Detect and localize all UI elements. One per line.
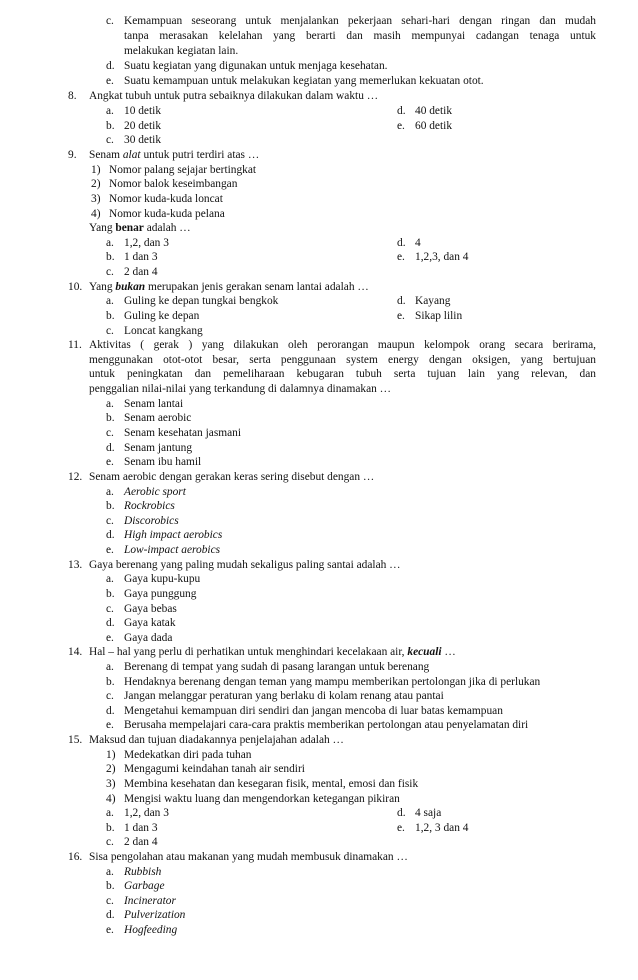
option-text: Pulverization [124, 909, 186, 921]
option-label: c. [106, 690, 114, 702]
option-text: Aerobic sport [124, 486, 186, 498]
option-label: d. [397, 105, 406, 117]
option-label: b. [106, 822, 115, 834]
option-label: d. [397, 807, 406, 819]
option-text: Jangan melanggar peraturan yang berlaku di kolam renang atau pantai [124, 690, 444, 702]
question-number: 15. [68, 734, 83, 746]
option-text: Incinerator [124, 895, 176, 907]
statement-label: 3) [91, 193, 101, 205]
option-label: c. [106, 15, 114, 27]
question-text: Yang bukan merupakan jenis gerakan senam lantai adalah … [89, 281, 369, 293]
option-label: c. [106, 603, 114, 615]
option-label: e. [397, 120, 405, 132]
option-text: Senam aerobic [124, 412, 192, 424]
option-text: tanpa merasakan kelelahan yang berarti dan masih mempunyai cadangan tenaga untuk [124, 30, 596, 42]
option-text: 20 detik [124, 120, 162, 132]
question-text: Hal – hal yang perlu di perhatikan untuk menghindari kecelakaan air, kecuali … [89, 646, 456, 658]
option-label: e. [106, 456, 114, 468]
question-text: Gaya berenang yang paling mudah sekaligus paling santai adalah … [89, 559, 401, 571]
question-text: untuk peningkatan dan pemeliharaan kebugaran tubuh serta tujuan lain yang relevan, dan [89, 368, 596, 380]
option-label: a. [106, 661, 114, 673]
option-text: Mengetahui kemampuan diri sendiri dan jangan mencoba di luar batas kemampuan [124, 705, 503, 717]
option-text: Garbage [124, 880, 165, 892]
question-number: 16. [68, 851, 83, 863]
option-label: e. [106, 719, 114, 731]
option-label: d. [106, 617, 115, 629]
option-text: High impact aerobics [124, 529, 223, 541]
option-text: Kemampuan seseorang untuk menjalankan pekerjaan sehari-hari dengan ringan dan mudah [124, 15, 596, 27]
question-number: 14. [68, 646, 83, 658]
option-text: 1,2, 3 dan 4 [415, 822, 469, 834]
option-label: e. [106, 544, 114, 556]
option-text: Kayang [415, 295, 451, 307]
option-text: 1,2,3, dan 4 [415, 251, 469, 263]
emphasis: alat [122, 149, 141, 161]
option-text: 1 dan 3 [124, 822, 158, 834]
option-label: d. [106, 909, 115, 921]
option-text: Berusaha mempelajari cara-cara praktis memberikan pertolongan atau penyelamatan diri [124, 719, 529, 731]
question-prompt: Yang benar adalah … [89, 222, 191, 234]
option-label: a. [106, 295, 114, 307]
option-text: 2 dan 4 [124, 266, 158, 278]
option-label: a. [106, 807, 114, 819]
option-text: Rubbish [124, 866, 162, 878]
option-text: Guling ke depan [124, 310, 200, 322]
option-text: Senam jantung [124, 442, 193, 454]
statement-text: Nomor kuda-kuda pelana [109, 208, 225, 220]
option-label: a. [106, 105, 114, 117]
option-text: 1,2, dan 3 [124, 237, 169, 249]
option-label: c. [106, 325, 114, 337]
option-text: Guling ke depan tungkai bengkok [124, 295, 279, 307]
option-text: Gaya bebas [124, 603, 177, 615]
option-text: 10 detik [124, 105, 162, 117]
question-text: Maksud dan tujuan diadakannya penjelajahan adalah … [89, 734, 344, 746]
option-label: a. [106, 237, 114, 249]
emphasis: bukan [115, 281, 146, 293]
option-label: d. [397, 295, 406, 307]
option-label: a. [106, 866, 114, 878]
option-text: Suatu kegiatan yang digunakan untuk menjaga kesehatan. [124, 60, 388, 72]
emphasis: benar [115, 222, 144, 234]
option-label: b. [106, 676, 115, 688]
option-text: 60 detik [415, 120, 453, 132]
option-label: e. [106, 632, 114, 644]
statement-text: Medekatkan diri pada tuhan [124, 749, 252, 761]
question-number: 9. [68, 149, 77, 161]
option-label: d. [106, 60, 115, 72]
question-text: Senam aerobic dengan gerakan keras sering disebut dengan … [89, 471, 375, 483]
option-text: 30 detik [124, 134, 162, 146]
option-label: e. [397, 310, 405, 322]
question-number: 12. [68, 471, 83, 483]
option-text: 1 dan 3 [124, 251, 158, 263]
option-label: c. [106, 895, 114, 907]
option-label: e. [106, 75, 114, 87]
statement-text: Nomor kuda-kuda loncat [109, 193, 223, 205]
statement-text: Mengagumi keindahan tanah air sendiri [124, 763, 305, 775]
option-text: Discorobics [124, 515, 179, 527]
question-text: menggunakan otot-otot besar, serta penggunaan system energy dengan oksigen, yang bertujuan [89, 354, 596, 366]
option-label: b. [106, 880, 115, 892]
statement-label: 3) [106, 778, 116, 790]
question-text: Angkat tubuh untuk putra sebaiknya dilakukan dalam waktu … [89, 90, 379, 102]
option-text: 4 [415, 237, 421, 249]
option-text: Rockrobics [124, 500, 175, 512]
question-text: Senam alat untuk putri terdiri atas … [89, 149, 260, 161]
statement-label: 1) [106, 749, 116, 761]
option-text: Senam lantai [124, 398, 184, 410]
question-text: penggalian nilai-nilai yang terkandung di dalamnya dinamakan … [89, 383, 392, 395]
statement-text: Nomor balok keseimbangan [109, 178, 238, 190]
option-text: Gaya kupu-kupu [124, 573, 201, 585]
option-text: Gaya katak [124, 617, 176, 629]
option-text: Sikap lilin [415, 310, 463, 322]
option-label: e. [106, 924, 114, 936]
option-label: b. [106, 412, 115, 424]
question-number: 8. [68, 90, 77, 102]
question-number: 11. [68, 339, 82, 351]
option-text: melakukan kegiatan lain. [124, 45, 239, 57]
option-text: Gaya dada [124, 632, 173, 644]
statement-text: Membina kesehatan dan kesegaran fisik, mental, emosi dan fisik [124, 778, 419, 790]
statement-label: 2) [106, 763, 116, 775]
option-label: b. [106, 251, 115, 263]
option-label: d. [397, 237, 406, 249]
option-text: Hendaknya berenang dengan teman yang mampu memberikan pertolongan jika di perlukan [124, 676, 541, 688]
option-label: e. [397, 251, 405, 263]
option-label: c. [106, 515, 114, 527]
option-label: d. [106, 705, 115, 717]
option-label: b. [106, 120, 115, 132]
option-label: d. [106, 442, 115, 454]
option-label: c. [106, 836, 114, 848]
option-label: a. [106, 486, 114, 498]
option-label: b. [106, 500, 115, 512]
option-text: Hogfeeding [124, 924, 178, 936]
question-text: Aktivitas ( gerak ) yang dilakukan oleh perorangan maupun kelompok orang secara berirama, [89, 339, 596, 351]
option-label: b. [106, 310, 115, 322]
option-text: Berenang di tempat yang sudah di pasang larangan untuk berenang [124, 661, 430, 673]
statement-label: 2) [91, 178, 101, 190]
option-text: Gaya punggung [124, 588, 197, 600]
option-text: Senam kesehatan jasmani [124, 427, 242, 439]
option-label: a. [106, 398, 114, 410]
option-text: Loncat kangkang [124, 325, 203, 337]
question-number: 13. [68, 559, 83, 571]
statement-text: Nomor palang sejajar bertingkat [109, 164, 257, 176]
statement-label: 1) [91, 164, 101, 176]
emphasis: kecuali [407, 646, 442, 658]
option-label: e. [397, 822, 405, 834]
option-text: Suatu kemampuan untuk melakukan kegiatan yang memerlukan kekuatan otot. [124, 75, 484, 87]
option-label: b. [106, 588, 115, 600]
option-label: a. [106, 573, 114, 585]
option-text: 2 dan 4 [124, 836, 158, 848]
question-number: 10. [68, 281, 83, 293]
statement-label: 4) [106, 793, 116, 805]
option-text: Low-impact aerobics [124, 544, 221, 556]
option-text: 1,2, dan 3 [124, 807, 169, 819]
option-text: 40 detik [415, 105, 453, 117]
statement-label: 4) [91, 208, 101, 220]
option-label: d. [106, 529, 115, 541]
option-label: c. [106, 266, 114, 278]
option-text: Senam ibu hamil [124, 456, 202, 468]
option-text: 4 saja [415, 807, 442, 819]
question-text: Sisa pengolahan atau makanan yang mudah membusuk dinamakan … [89, 851, 408, 863]
option-label: c. [106, 427, 114, 439]
option-label: c. [106, 134, 114, 146]
statement-text: Mengisi waktu luang dan mengendorkan ketegangan pikiran [124, 793, 400, 805]
